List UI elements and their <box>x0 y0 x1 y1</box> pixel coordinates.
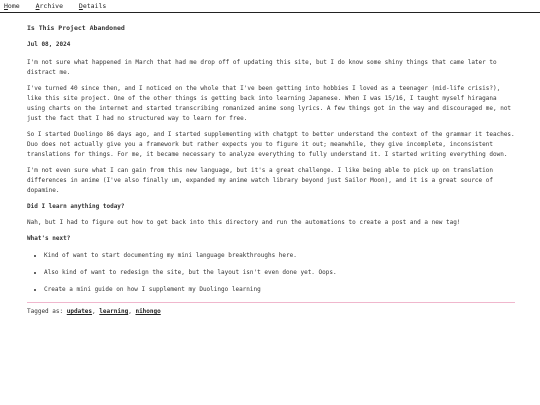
next-steps-list <box>27 251 515 295</box>
divider <box>27 302 515 303</box>
tags-line <box>27 307 515 317</box>
tag-link-nihongo[interactable]: nihongo <box>135 308 161 315</box>
post-title: Is This Project Abandoned <box>27 24 125 32</box>
tag-separator: , <box>128 308 132 315</box>
tags-label: Tagged as: <box>27 308 64 315</box>
nav-archive-link[interactable] <box>36 0 63 12</box>
list-item: • Kind of want to start documenting my mini language breakthroughs here. <box>44 251 515 261</box>
nav-home-label: ome <box>7 2 20 10</box>
nav-archive-accesskey: A <box>35 2 40 10</box>
post-paragraph: So I started Duolingo 86 days ago, and I started supplementing with chatgpt to better understand the context of the grammar it teaches. Duo does not actually give you a framework but rather expects you to figure it out; meanwhile, they give incomplete, inconsistent translations for things. For me, it became necessary to analyze everything to fully understand it. I started writing everything down. <box>27 131 515 158</box>
section-heading-learn: Did I learn anything today? <box>27 203 125 210</box>
post-paragraph: I'm not sure what happened in March that had me drop off of updating this site, but I do know some shiny things that came later to distract me. <box>27 59 497 76</box>
tag-separator: , <box>92 308 96 315</box>
section-heading-next: What's next? <box>27 235 71 242</box>
post-content <box>27 20 515 317</box>
post-paragraph: Nah, but I had to figure out how to get back into this directory and run the automations to create a post and a new tag! <box>27 219 461 226</box>
tag-link-learning[interactable]: learning <box>99 308 129 315</box>
tag-link-updates[interactable]: updates <box>66 308 93 315</box>
nav-details-link[interactable] <box>79 0 106 12</box>
nav-details-label: etails <box>82 2 107 10</box>
list-item: • Create a mini guide on how I supplement my Duolingo learning <box>44 285 515 295</box>
nav-home-accesskey: H <box>4 2 8 10</box>
nav-home-link[interactable] <box>4 0 20 12</box>
list-item: • Also kind of want to redesign the site, but the layout isn't even done yet. Oops. <box>44 268 515 278</box>
nav-details-accesskey: D <box>78 2 83 10</box>
top-nav <box>0 0 540 13</box>
post-date: Jul 08, 2024 <box>27 41 71 48</box>
post-paragraph: I've turned 40 since then, and I noticed on the whole that I've been getting into hobbies I loved as a teenager (mid-life crisis?), like this site project. One of the other things is getting back into learning Japanese. When I was 15/16, I taught myself hiragana using charts on the internet and started transcribing romanized anime song lyrics. A few things got in the way and discouraged me, not just the fact that I had no structured way to learn for free. <box>27 85 512 122</box>
post-paragraph: I'm not even sure what I can gain from this new language, but it's a great challenge. I like being able to pick up on translation differences in anime (I've also finally um, expanded my anime watch library beyond just Sailor Moon), and it is a great source of dopamine. <box>27 167 493 194</box>
nav-archive-label: rchive <box>39 2 63 10</box>
